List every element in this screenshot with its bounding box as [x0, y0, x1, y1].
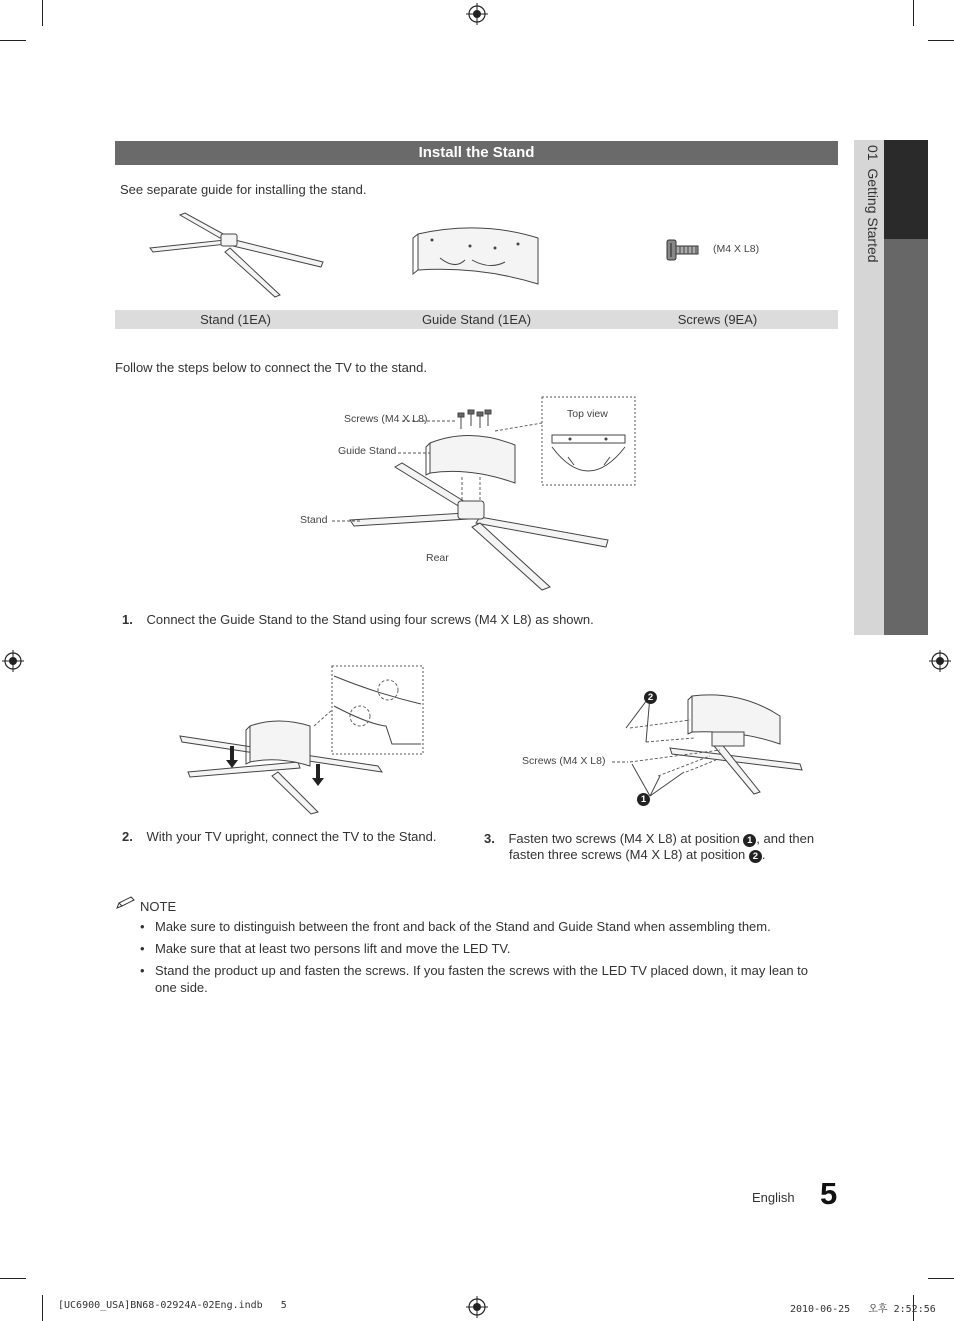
assembly-diagram-step2 [178, 664, 428, 814]
note-heading: NOTE [140, 899, 177, 914]
screw-size-label: (M4 X L8) [713, 243, 760, 255]
assembly-diagram-step1 [330, 395, 640, 595]
step3-number: 3. [484, 831, 495, 846]
print-timestamp: 2010-06-25 오후 2:52:56 [790, 1304, 936, 1315]
crop-mark [913, 0, 914, 26]
crop-mark [0, 1278, 26, 1279]
step3-text-d: . [761, 847, 766, 862]
step1 [122, 612, 594, 627]
diagram3-screws-label: Screws (M4 X L8) [522, 755, 606, 767]
crop-mark [928, 40, 954, 41]
crop-mark [42, 0, 43, 26]
registration-mark-top [466, 3, 488, 25]
part-guide-stand: Guide Stand (1EA) [421, 312, 532, 327]
crop-mark [42, 1295, 43, 1321]
note-item: • Stand the product up and fasten the screws. If you fasten the screws with the LED TV placed down, it may lean to one side. [138, 962, 828, 996]
intro-text: See separate guide for installing the stand. [120, 182, 367, 197]
diagram3-marker-1: 1 [637, 789, 650, 807]
step2 [122, 829, 436, 844]
note-list [138, 918, 828, 1001]
part-stand: Stand (1EA) [200, 312, 271, 327]
side-tab-marker [884, 140, 928, 239]
step3-position-1: 1 [743, 834, 756, 847]
chapter-number: 01 [865, 145, 881, 161]
step2-number: 2. [122, 829, 133, 844]
chapter-title: Getting Started [865, 168, 881, 263]
step3 [484, 831, 814, 863]
registration-mark-left [2, 650, 24, 672]
diagram1-rear-label: Rear [426, 552, 449, 564]
pencil-icon [115, 896, 137, 910]
step1-text: Connect the Guide Stand to the Stand using four screws (M4 X L8) as shown. [146, 612, 594, 627]
diagram1-stand-label: Stand [300, 514, 328, 526]
crop-mark [928, 1278, 954, 1279]
screw-icon [666, 238, 702, 262]
registration-mark-right [929, 650, 951, 672]
note-item: • Make sure that at least two persons lift and move the LED TV. [138, 940, 828, 957]
step3-text-b: , and then [756, 831, 815, 846]
step3-text-c: fasten three screws (M4 X L8) at position [509, 847, 746, 862]
diagram3-marker-2: 2 [644, 687, 657, 705]
stand-illustration [145, 210, 330, 300]
file-info: [UC6900_USA]BN68-02924A-02Eng.indb 5 [58, 1300, 287, 1311]
step3-text-a: Fasten two screws (M4 X L8) at position [508, 831, 740, 846]
diagram1-guide-stand-label: Guide Stand [338, 445, 397, 457]
diagram1-screws-label: Screws (M4 X L8) [344, 413, 428, 425]
step3-position-2: 2 [749, 850, 762, 863]
guide-stand-illustration [410, 222, 545, 288]
section-title: Install the Stand [115, 141, 838, 165]
note-item: • Make sure to distinguish between the front and back of the Stand and Guide Stand when assembling them. [138, 918, 828, 935]
step1-number: 1. [122, 612, 133, 627]
diagram1-top-view-label: Top view [567, 408, 608, 420]
footer-language: English [752, 1190, 795, 1205]
chapter-label [857, 145, 881, 345]
parts-list [115, 310, 838, 329]
part-screws: Screws (9EA) [677, 312, 758, 327]
side-tab-strip [884, 239, 928, 635]
registration-mark-bottom [466, 1296, 488, 1318]
page-number: 5 [820, 1176, 838, 1211]
follow-text: Follow the steps below to connect the TV to the stand. [115, 360, 427, 375]
step2-text: With your TV upright, connect the TV to the Stand. [146, 829, 437, 844]
crop-mark [0, 40, 26, 41]
